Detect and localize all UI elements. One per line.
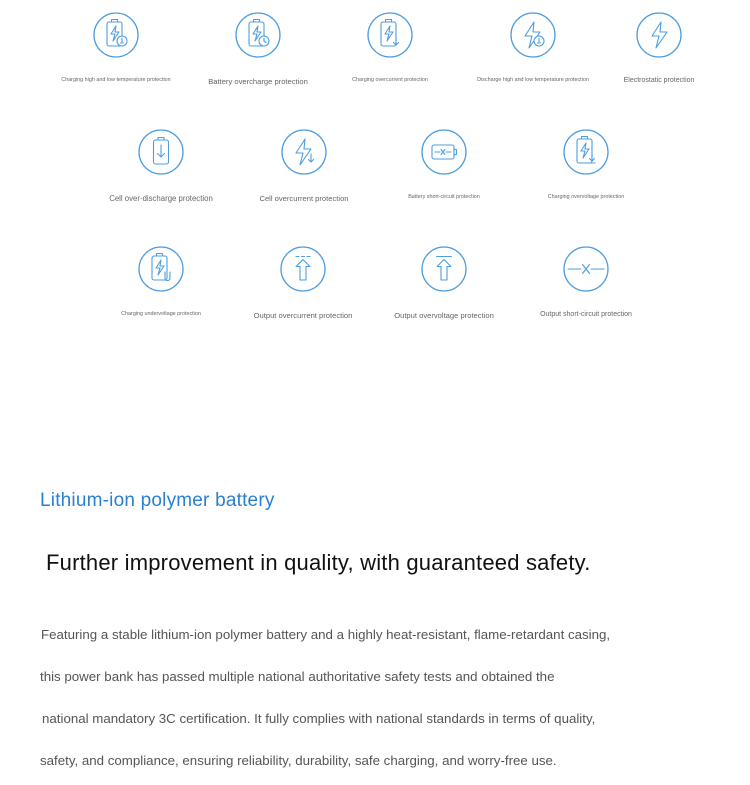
battery-bolt-undervoltage-icon <box>137 245 185 293</box>
feature-label: Output short-circuit protection <box>540 311 632 318</box>
battery-bolt-overvoltage-icon <box>562 128 610 176</box>
headline: Further improvement in quality, with guaranteed safety. <box>46 550 591 575</box>
bolt-temperature-icon <box>509 11 557 59</box>
feature-cell-over-discharge-protection <box>86 128 236 203</box>
feature-label: Charging undervoltage protection <box>121 311 201 317</box>
feature-charging-overcurrent-protection <box>315 11 465 83</box>
body-line: this power bank has passed multiple national authoritative safety tests and obtained the <box>40 669 555 684</box>
feature-label: Output overcurrent protection <box>253 311 353 320</box>
short-circuit-icon <box>562 245 610 293</box>
feature-label: Charging overcurrent protection <box>352 77 428 83</box>
battery-down-arrow-icon <box>137 128 185 176</box>
feature-output-short-circuit-protection <box>511 245 661 318</box>
feature-output-overvoltage-protection <box>369 245 519 320</box>
bolt-icon <box>635 11 683 59</box>
feature-cell-overcurrent-protection <box>229 128 379 203</box>
feature-label: Battery overcharge protection <box>208 77 308 86</box>
feature-label: Cell overcurrent protection <box>259 194 349 203</box>
feature-battery-overcharge-protection <box>183 11 333 86</box>
feature-label: Cell over-discharge protection <box>109 194 213 203</box>
up-arrow-bar-icon <box>420 245 468 293</box>
body-line: Featuring a stable lithium-ion polymer battery and a highly heat-resistant, flame-retardant casing, <box>41 627 611 642</box>
body-line: safety, and compliance, ensuring reliability, durability, safe charging, and worry-free use. <box>40 753 557 768</box>
battery-bolt-temperature-icon <box>92 11 140 59</box>
up-arrow-dashed-line-icon <box>279 245 327 293</box>
body-line: national mandatory 3C certification. It fully complies with national standards in terms of quality, <box>42 711 596 726</box>
battery-bolt-clock-icon <box>234 11 282 59</box>
feature-label: Charging high and low temperature protection <box>61 77 171 83</box>
feature-output-overcurrent-protection <box>228 245 378 320</box>
feature-label: Battery short-circuit protection <box>408 194 480 200</box>
feature-label: Electrostatic protection <box>623 77 695 84</box>
feature-charging-temperature-protection <box>41 11 191 83</box>
feature-charging-undervoltage-protection <box>86 245 236 317</box>
battery-short-circuit-icon <box>420 128 468 176</box>
feature-label: Charging overvoltage protection <box>547 194 625 200</box>
feature-battery-short-circuit-protection <box>369 128 519 200</box>
battery-bolt-down-arrow-icon <box>366 11 414 59</box>
feature-label: Discharge high and low temperature protection <box>477 77 589 83</box>
bolt-down-arrow-icon <box>280 128 328 176</box>
feature-electrostatic-protection <box>584 11 734 84</box>
feature-charging-overvoltage-protection <box>511 128 661 200</box>
section-title: Lithium-ion polymer battery <box>40 490 275 511</box>
feature-label: Output overvoltage protection <box>394 311 494 320</box>
